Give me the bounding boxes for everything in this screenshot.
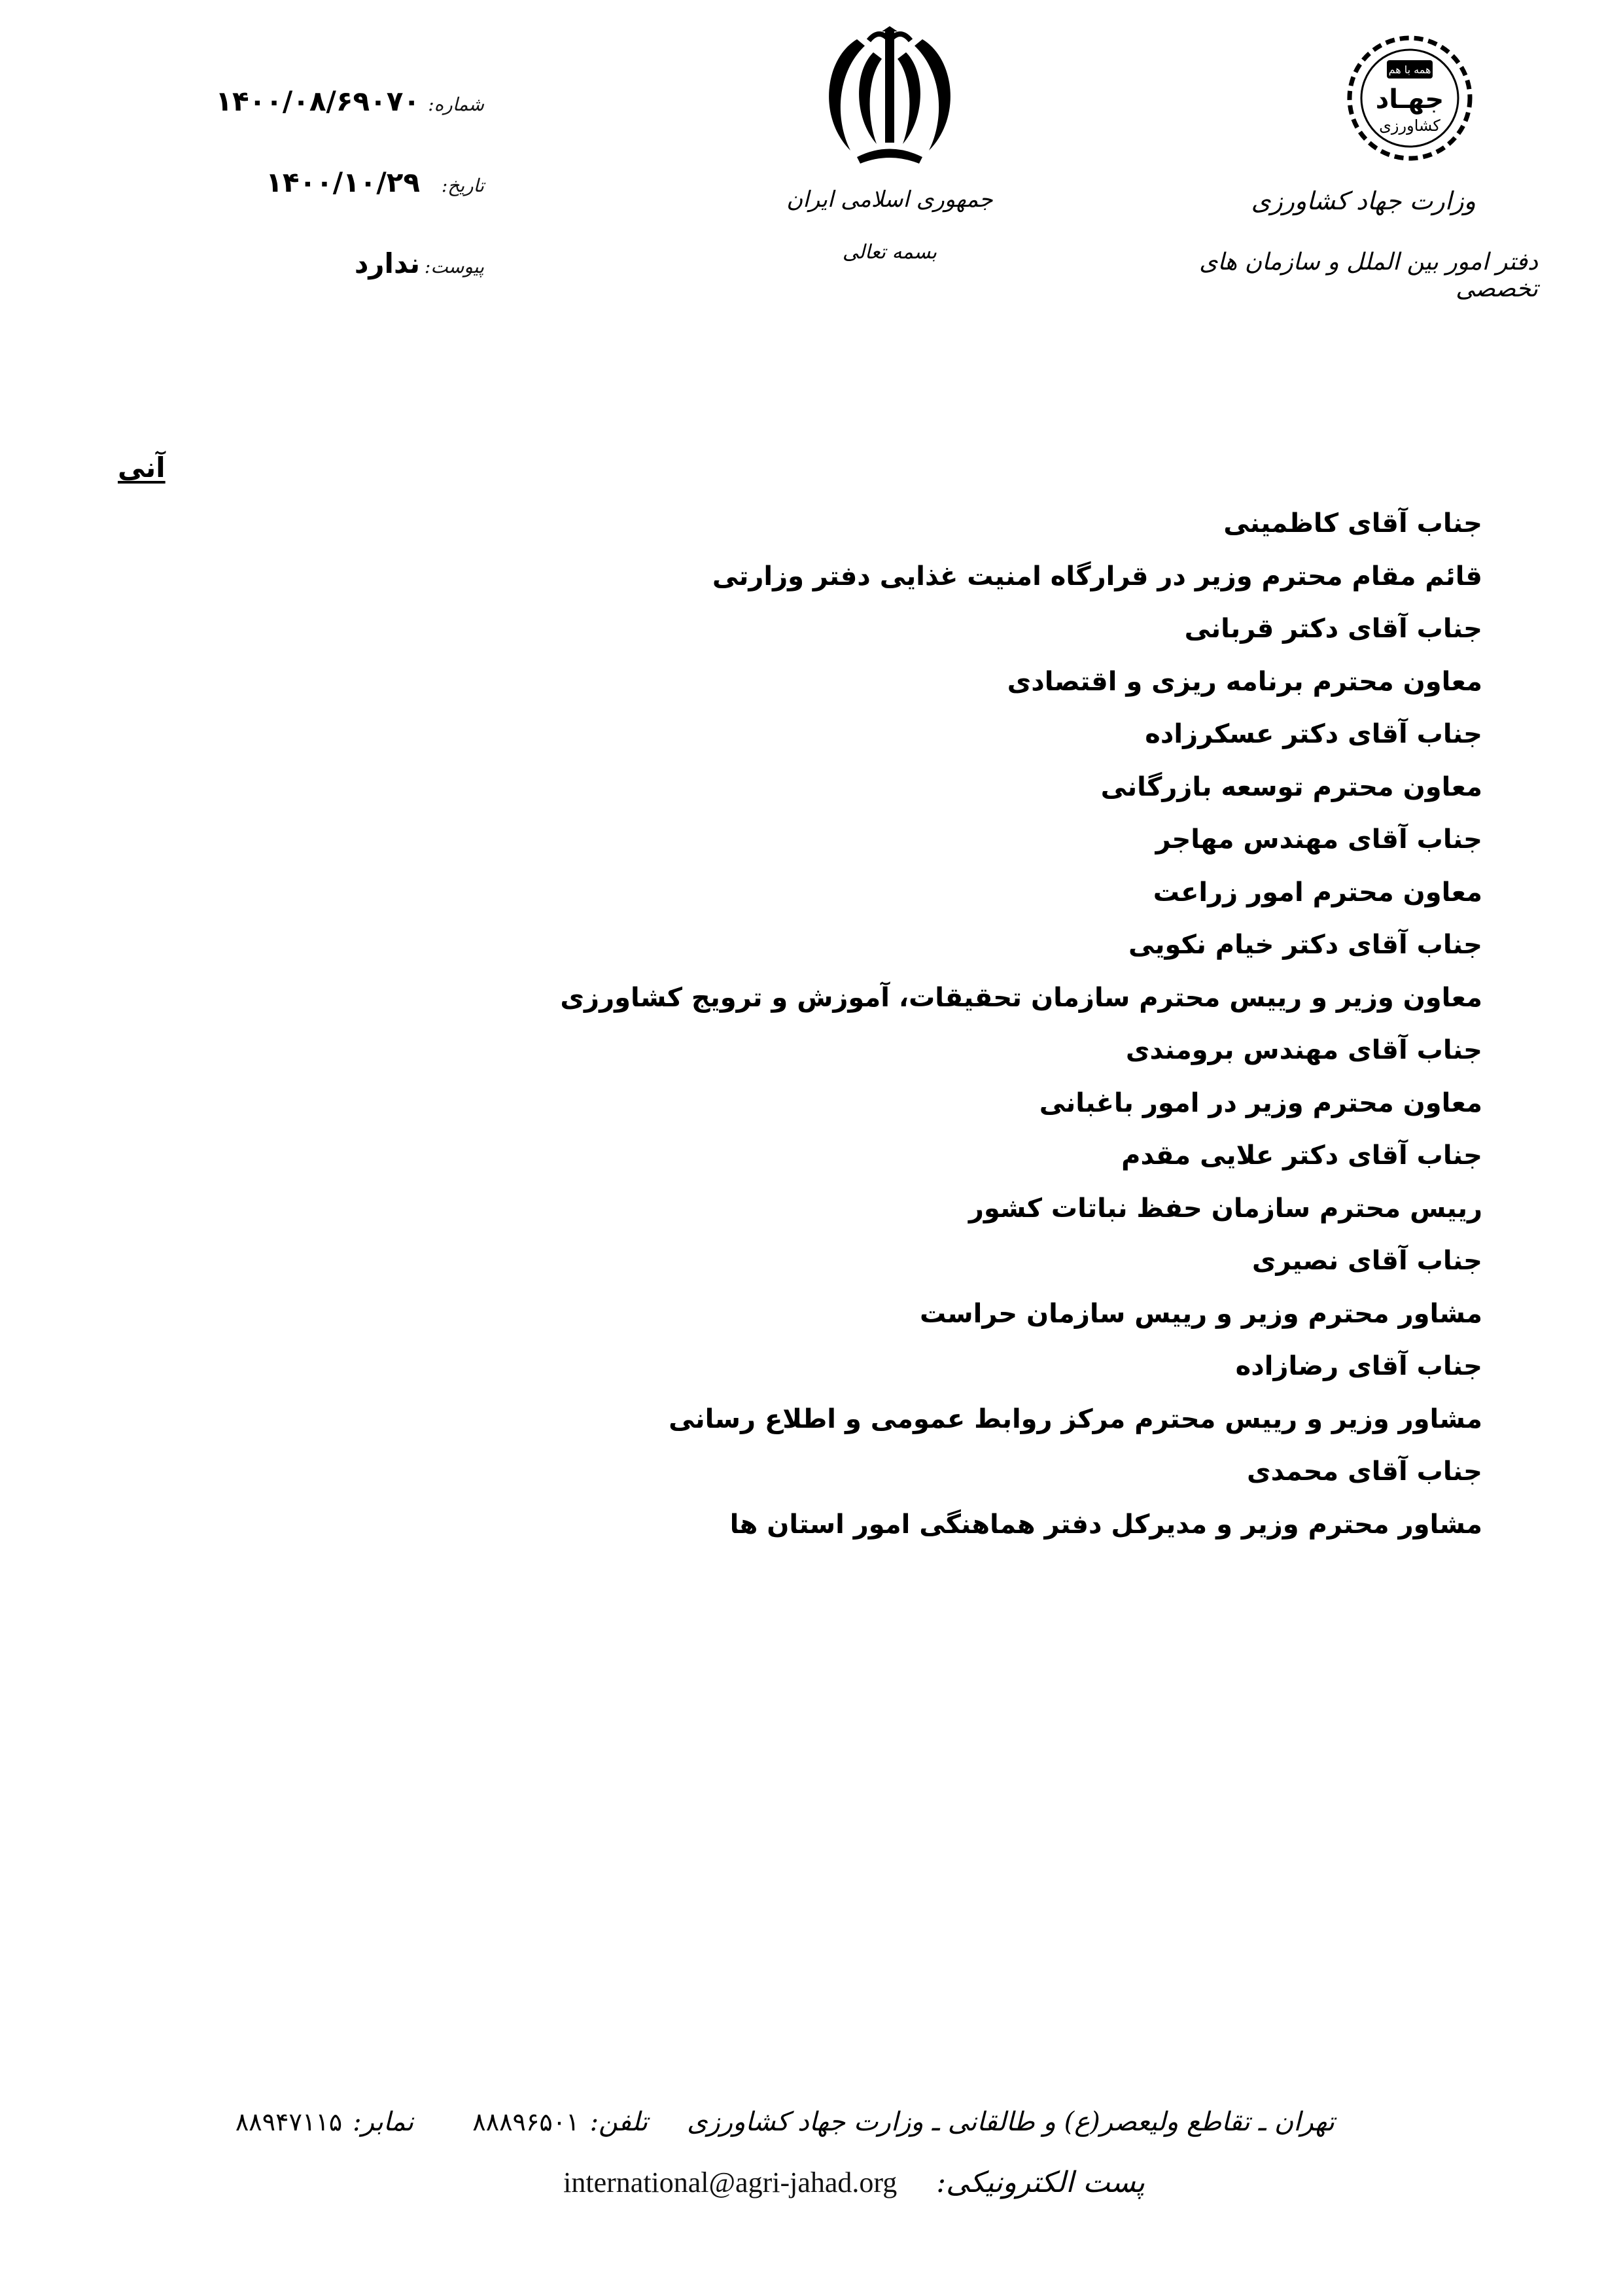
department-name: دفتر امور بین الملل و سازمان های تخصصی: [1199, 249, 1538, 302]
ministry-logo: [1335, 26, 1485, 177]
recipient-line: معاون محترم برنامه ریزی و اقتصادی: [1007, 666, 1482, 697]
letter-number-row: [177, 85, 484, 166]
letter-attachment: ندارد: [354, 247, 420, 279]
footer-email-row: [491, 2166, 1145, 2199]
footer-email: international@agri-jahad.org: [563, 2166, 898, 2199]
letter-number-label: شماره:: [428, 94, 484, 115]
letter-date: ۱۴۰۰/۱۰/۲۹: [266, 166, 420, 198]
footer-phone-label: تلفن:: [589, 2107, 648, 2137]
recipient-line: معاون محترم توسعه بازرگانی: [1100, 771, 1482, 802]
logo-text-top: همه با هم: [1388, 63, 1431, 76]
footer-fax: ۸۸۹۴۷۱۱۵: [235, 2108, 343, 2136]
letter-date-row: [177, 166, 484, 247]
recipient-line: مشاور محترم وزیر و رییس سازمان حراست: [919, 1298, 1482, 1329]
recipient-line: جناب آقای رضازاده: [1235, 1351, 1482, 1381]
iran-emblem-icon: [811, 26, 968, 170]
ministry-name: وزارت جهاد کشاورزی: [1251, 186, 1476, 215]
letter-attachment-label: پیوست:: [424, 256, 484, 277]
footer-fax-label: نمابر:: [353, 2107, 414, 2137]
recipient-line: جناب آقای دکتر قربانی: [1184, 614, 1482, 644]
recipient-line: جناب آقای کاظمینی: [1223, 508, 1482, 539]
recipient-line: جناب آقای دکتر خیام نکویی: [1128, 930, 1482, 960]
recipient-line: جناب آقای مهندس مهاجر: [1155, 824, 1482, 855]
urgency-marker: آنی: [118, 451, 166, 484]
letter-number: ۱۴۰۰/۰۸/۶۹۰۷۰: [215, 85, 420, 117]
footer-address: تهران ـ تقاطع ولیعصر(ع) و طالقانی ـ وزارت جهاد کشاورزی: [687, 2107, 1335, 2137]
logo-text-sub: کشاورزی: [1379, 116, 1440, 135]
footer-contact: [235, 2107, 1335, 2137]
letter-date-label: تاریخ:: [441, 175, 484, 196]
letter-attachment-row: [177, 247, 484, 328]
recipient-line: جناب آقای دکتر عسکرزاده: [1145, 719, 1482, 749]
recipient-list: [560, 497, 1482, 1551]
footer-phone: ۸۸۸۹۶۵۰۱: [472, 2108, 580, 2136]
logo-text-main: جهـاد: [1375, 84, 1444, 115]
recipient-line: جناب آقای محمدی: [1247, 1457, 1482, 1487]
letter-meta: [177, 85, 484, 328]
bismillah-caption: بسمه تعالی: [842, 241, 937, 264]
recipient-line: جناب آقای دکتر علایی مقدم: [1121, 1140, 1482, 1171]
footer-email-label: پست الکترونیکی:: [936, 2166, 1145, 2199]
recipient-line: جناب آقای نصیری: [1251, 1246, 1482, 1276]
recipient-line: مشاور محترم وزیر و مدیرکل دفتر هماهنگی امور استان ها: [729, 1509, 1482, 1540]
recipient-line: معاون محترم وزیر در امور باغبانی: [1039, 1087, 1482, 1118]
recipient-line: رییس محترم سازمان حفظ نباتات کشور: [968, 1193, 1482, 1224]
recipient-line: جناب آقای مهندس برومندی: [1125, 1035, 1482, 1065]
recipient-line: مشاور وزیر و رییس محترم مرکز روابط عمومی و اطلاع رسانی: [669, 1404, 1482, 1434]
recipient-line: قائم مقام محترم وزیر در قرارگاه امنیت غذایی دفتر وزارتی: [712, 561, 1482, 592]
country-caption: جمهوری اسلامی ایران: [786, 186, 993, 213]
recipient-line: معاون وزیر و رییس محترم سازمان تحقیقات، آموزش و ترویج کشاورزی: [560, 982, 1482, 1013]
recipient-line: معاون محترم امور زراعت: [1153, 877, 1482, 908]
